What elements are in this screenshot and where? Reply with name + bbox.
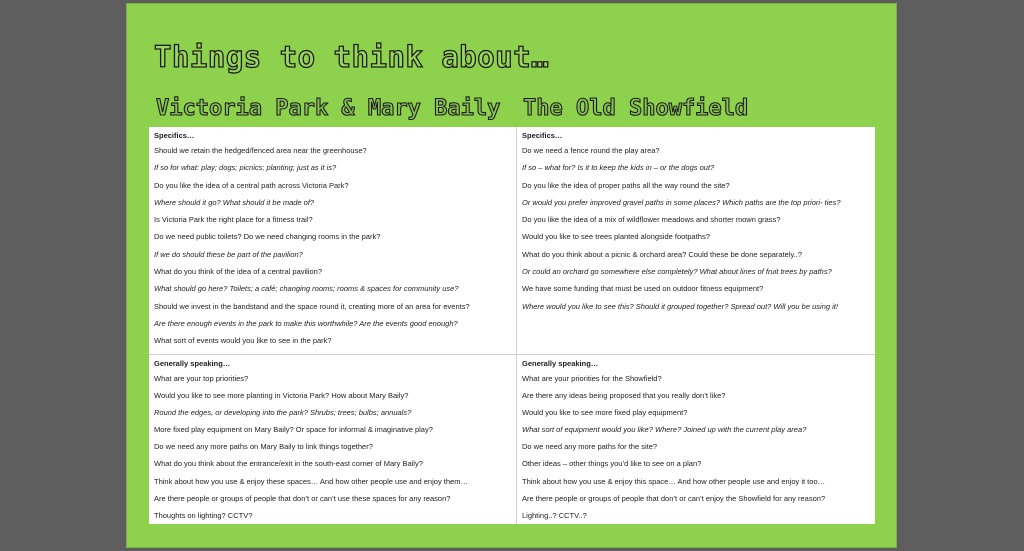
cell-victoria-general	[149, 355, 517, 524]
question-item: Are there people or groups of people that don’t or can’t use these spaces for any reason?	[154, 493, 451, 503]
question-item: Think about how you use & enjoy these spaces… And how other people use and enjoy them…	[154, 476, 468, 486]
column-heading-victoria-park: Victoria Park & Mary Baily	[156, 96, 501, 121]
question-item: What do you think about the entrance/exit in the south-east corner of Mary Baily?	[154, 459, 423, 469]
question-item: Do you like the idea of proper paths all the way round the site?	[522, 180, 730, 190]
cell-victoria-specifics	[149, 127, 517, 355]
question-item: Would you like to see more planting in Victoria Park? How about Mary Baily?	[154, 391, 409, 401]
question-item: What do you think about a picnic & orchard area? Could these be done separately..?	[522, 249, 803, 259]
question-item: If we do should these be part of the pavilion?	[154, 249, 303, 259]
question-item: If so for what: play; dogs; picnics; planting; just as it is?	[154, 163, 337, 173]
page-title: Things to think about…	[154, 40, 550, 74]
question-list	[522, 374, 870, 521]
question-item: Do we need any more paths on Mary Baily to link things together?	[154, 442, 373, 452]
question-item: Thoughts on lighting? CCTV?	[154, 510, 253, 520]
column-heading-old-showfield: The Old Showfield	[523, 96, 749, 121]
question-item: Are there people or groups of people that don’t or can’t enjoy the Showfield for any reason?	[522, 493, 826, 503]
question-item: What do you think of the idea of a central pavilion?	[154, 267, 323, 277]
question-item: Should we invest in the bandstand and the space round it, creating more of an area for events?	[154, 301, 470, 311]
question-item: Would you like to see trees planted alongside footpaths?	[522, 232, 710, 242]
question-item: Are there any ideas being proposed that you really don’t like?	[522, 391, 726, 401]
question-item: Are there enough events in the park to make this worthwhile? Are the events good enough?	[154, 318, 458, 328]
question-list	[154, 146, 511, 346]
question-item: Think about how you use & enjoy this space… And how other people use and enjoy it too…	[522, 476, 826, 486]
question-item: Do we need a fence round the play area?	[522, 146, 660, 155]
question-item: Do we need public toilets? Do we need changing rooms in the park?	[154, 232, 381, 242]
question-item: Do we need any more paths for the site?	[522, 442, 658, 452]
question-item: Round the edges, or developing into the park? Shrubs; trees; bulbs; annuals?	[154, 408, 412, 418]
section-heading: Specifics…	[154, 131, 195, 140]
question-item: Where would you like to see this? Should it grouped together? Spread out? Will you be using it!	[522, 301, 838, 311]
section-heading: Specifics…	[522, 131, 563, 140]
section-heading: Generally speaking…	[154, 359, 231, 368]
question-list	[522, 146, 870, 312]
question-item: Lighting..? CCTV..?	[522, 510, 587, 520]
question-item: Should we retain the hedged/fenced area near the greenhouse?	[154, 146, 367, 155]
question-item: Do you like the idea of a mix of wildflower meadows and shorter mown grass?	[522, 215, 781, 225]
question-item: What are your top priorities?	[154, 374, 249, 383]
cell-showfield-general	[517, 355, 875, 524]
question-item: We have some funding that must be used on outdoor fitness equipment?	[522, 284, 764, 294]
question-item: What sort of events would you like to see in the park?	[154, 336, 332, 346]
question-item: Where should it go? What should it be made of?	[154, 197, 315, 207]
cell-showfield-specifics	[517, 127, 875, 355]
question-item: Would you like to see more fixed play equipment?	[522, 408, 688, 418]
question-item: More fixed play equipment on Mary Baily? Or space for informal & imaginative play?	[154, 425, 433, 435]
question-item: Other ideas – other things you’d like to see on a plan?	[522, 459, 702, 469]
question-item: What sort of equipment would you like? Where? Joined up with the current play area?	[522, 425, 807, 435]
document-page	[126, 3, 897, 548]
questions-table	[149, 127, 875, 524]
question-item: What are your priorities for the Showfield?	[522, 374, 662, 383]
question-list	[154, 374, 511, 521]
question-item: Or could an orchard go somewhere else completely? What about lines of fruit trees by paths?	[522, 267, 832, 277]
question-item: If so – what for? Is it to keep the kids in – or the dogs out?	[522, 163, 715, 173]
question-item: Or would you prefer improved gravel paths in some places? Which paths are the top priori- ties?	[522, 197, 841, 207]
question-item: What should go here? Toilets; a café; changing rooms; rooms & spaces for community use?	[154, 284, 459, 294]
question-item: Is Victoria Park the right place for a fitness trail?	[154, 215, 313, 225]
section-heading: Generally speaking…	[522, 359, 599, 368]
question-item: Do you like the idea of a central path across Victoria Park?	[154, 180, 349, 190]
